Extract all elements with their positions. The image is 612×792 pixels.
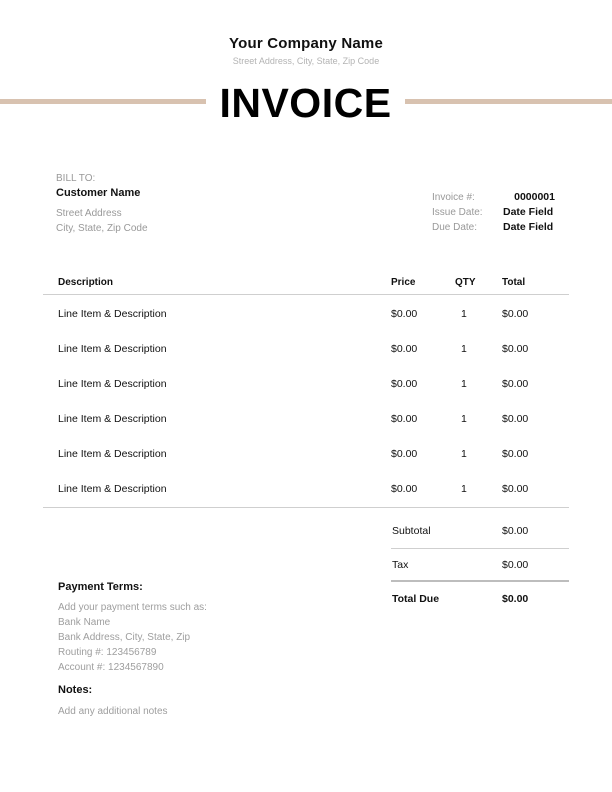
- column-header-qty: QTY: [455, 277, 476, 288]
- line-item-total: $0.00: [502, 343, 529, 355]
- accent-rule-right: [405, 99, 612, 104]
- notes-title: Notes:: [58, 684, 93, 696]
- line-item-total: $0.00: [502, 308, 529, 320]
- line-item-qty: 1: [461, 308, 467, 320]
- accent-rule-left: [0, 99, 206, 104]
- subtotal-divider: [391, 548, 569, 549]
- payment-terms-bank-name: Bank Name: [58, 617, 111, 628]
- payment-terms-line: Add your payment terms such as:: [58, 602, 207, 613]
- line-item-qty: 1: [461, 378, 467, 390]
- payment-terms-routing: Routing #: 123456789: [58, 647, 157, 658]
- line-item-description: Line Item & Description: [58, 378, 167, 390]
- total-due-label: Total Due: [392, 593, 440, 605]
- line-item-price: $0.00: [391, 483, 418, 495]
- invoice-title: INVOICE: [219, 80, 392, 126]
- table-header-divider: [43, 294, 569, 295]
- line-item-total: $0.00: [502, 483, 529, 495]
- notes-text: Add any additional notes: [58, 706, 168, 717]
- payment-terms-title: Payment Terms:: [58, 581, 143, 593]
- subtotal-label: Subtotal: [392, 525, 431, 537]
- line-item-qty: 1: [461, 343, 467, 355]
- line-item-price: $0.00: [391, 448, 418, 460]
- company-name: Your Company Name: [229, 35, 383, 52]
- due-date-label: Due Date:: [432, 222, 478, 233]
- company-address: Street Address, City, State, Zip Code: [232, 56, 380, 66]
- invoice-number-label: Invoice #:: [432, 192, 475, 203]
- column-header-total: Total: [502, 277, 526, 288]
- line-item-qty: 1: [461, 483, 467, 495]
- line-item-total: $0.00: [502, 448, 529, 460]
- subtotal-value: $0.00: [502, 525, 529, 537]
- line-item-price: $0.00: [391, 413, 418, 425]
- issue-date-label: Issue Date:: [432, 207, 483, 218]
- customer-city-state-zip: City, State, Zip Code: [56, 223, 148, 234]
- issue-date-value: Date Field: [503, 206, 554, 218]
- customer-street: Street Address: [56, 208, 122, 219]
- column-header-description: Description: [58, 277, 114, 288]
- customer-name: Customer Name: [56, 187, 141, 199]
- tax-divider: [391, 580, 569, 582]
- line-item-description: Line Item & Description: [58, 483, 167, 495]
- line-item-description: Line Item & Description: [58, 413, 167, 425]
- column-header-price: Price: [391, 277, 416, 288]
- tax-label: Tax: [392, 559, 409, 571]
- line-item-total: $0.00: [502, 378, 529, 390]
- line-item-qty: 1: [461, 448, 467, 460]
- line-item-qty: 1: [461, 413, 467, 425]
- line-item-description: Line Item & Description: [58, 343, 167, 355]
- line-item-description: Line Item & Description: [58, 308, 167, 320]
- due-date-value: Date Field: [503, 221, 554, 233]
- line-item-description: Line Item & Description: [58, 448, 167, 460]
- line-item-price: $0.00: [391, 343, 418, 355]
- invoice-number-value: 0000001: [514, 191, 555, 203]
- total-due-value: $0.00: [502, 593, 529, 605]
- tax-value: $0.00: [502, 559, 529, 571]
- payment-terms-account: Account #: 1234567890: [58, 662, 164, 673]
- bill-to-label: BILL TO:: [56, 173, 96, 184]
- line-item-total: $0.00: [502, 413, 529, 425]
- table-footer-divider: [43, 507, 569, 508]
- payment-terms-bank-address: Bank Address, City, State, Zip: [58, 632, 191, 643]
- line-item-price: $0.00: [391, 378, 418, 390]
- line-item-price: $0.00: [391, 308, 418, 320]
